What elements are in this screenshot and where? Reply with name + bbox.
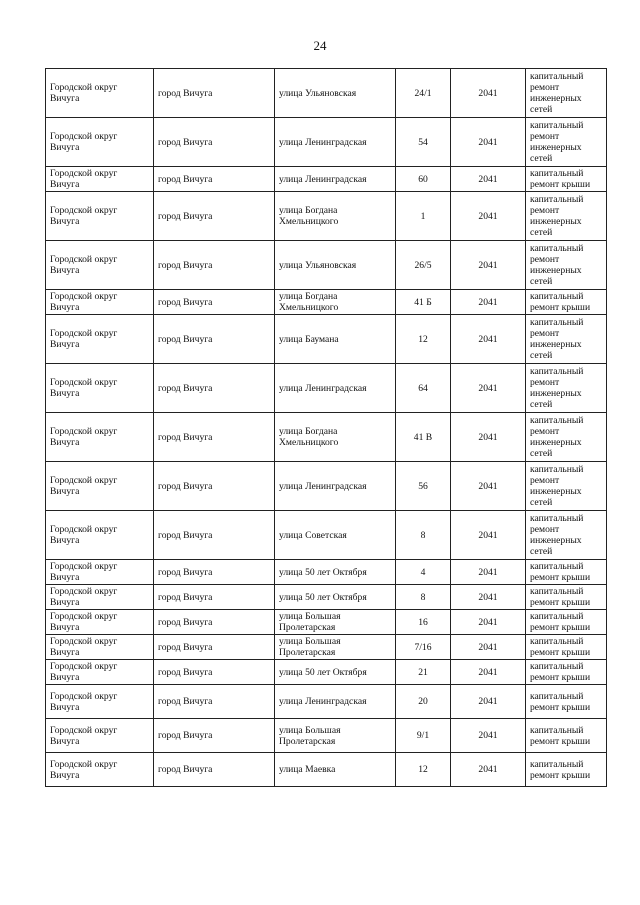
district-cell: Городской округ Вичуга bbox=[46, 413, 154, 462]
street-cell: улица Ульяновская bbox=[275, 69, 396, 118]
work-type-cell: капитальный ремонт инженерных сетей bbox=[526, 462, 607, 511]
district-cell: Городской округ Вичуга bbox=[46, 511, 154, 560]
work-type-cell: капитальный ремонт крыши bbox=[526, 560, 607, 585]
district-cell: Городской округ Вичуга bbox=[46, 753, 154, 787]
table-row bbox=[46, 290, 607, 315]
year-cell: 2041 bbox=[451, 685, 526, 719]
district-cell: Городской округ Вичуга bbox=[46, 660, 154, 685]
house-number-cell: 41 Б bbox=[396, 290, 451, 315]
house-number-cell: 41 В bbox=[396, 413, 451, 462]
street-cell: улица Ульяновская bbox=[275, 241, 396, 290]
district-cell: Городской округ Вичуга bbox=[46, 685, 154, 719]
street-cell: улица Ленинградская bbox=[275, 364, 396, 413]
year-cell: 2041 bbox=[451, 511, 526, 560]
street-cell: улица Богдана Хмельницкого bbox=[275, 413, 396, 462]
year-cell: 2041 bbox=[451, 660, 526, 685]
street-cell: улица Ленинградская bbox=[275, 462, 396, 511]
district-cell: Городской округ Вичуга bbox=[46, 635, 154, 660]
work-type-cell: капитальный ремонт крыши bbox=[526, 167, 607, 192]
table-row bbox=[46, 585, 607, 610]
table-row bbox=[46, 118, 607, 167]
city-cell: город Вичуга bbox=[154, 511, 275, 560]
year-cell: 2041 bbox=[451, 462, 526, 511]
city-cell: город Вичуга bbox=[154, 241, 275, 290]
table-row bbox=[46, 511, 607, 560]
city-cell: город Вичуга bbox=[154, 364, 275, 413]
house-number-cell: 16 bbox=[396, 610, 451, 635]
year-cell: 2041 bbox=[451, 241, 526, 290]
work-type-cell: капитальный ремонт инженерных сетей bbox=[526, 364, 607, 413]
table-row bbox=[46, 685, 607, 719]
year-cell: 2041 bbox=[451, 753, 526, 787]
year-cell: 2041 bbox=[451, 69, 526, 118]
house-number-cell: 54 bbox=[396, 118, 451, 167]
street-cell: улица Богдана Хмельницкого bbox=[275, 290, 396, 315]
year-cell: 2041 bbox=[451, 560, 526, 585]
table-row bbox=[46, 192, 607, 241]
work-type-cell: капитальный ремонт крыши bbox=[526, 610, 607, 635]
table-row bbox=[46, 660, 607, 685]
year-cell: 2041 bbox=[451, 118, 526, 167]
table-row bbox=[46, 167, 607, 192]
city-cell: город Вичуга bbox=[154, 413, 275, 462]
work-type-cell: капитальный ремонт инженерных сетей bbox=[526, 241, 607, 290]
city-cell: город Вичуга bbox=[154, 585, 275, 610]
street-cell: улица Ленинградская bbox=[275, 685, 396, 719]
repair-register-table bbox=[45, 68, 607, 787]
house-number-cell: 26/5 bbox=[396, 241, 451, 290]
city-cell: город Вичуга bbox=[154, 719, 275, 753]
house-number-cell: 7/16 bbox=[396, 635, 451, 660]
street-cell: улица Баумана bbox=[275, 315, 396, 364]
house-number-cell: 9/1 bbox=[396, 719, 451, 753]
street-cell: улица Богдана Хмельницкого bbox=[275, 192, 396, 241]
district-cell: Городской округ Вичуга bbox=[46, 290, 154, 315]
year-cell: 2041 bbox=[451, 290, 526, 315]
work-type-cell: капитальный ремонт крыши bbox=[526, 685, 607, 719]
city-cell: город Вичуга bbox=[154, 635, 275, 660]
year-cell: 2041 bbox=[451, 364, 526, 413]
street-cell: улица Советская bbox=[275, 511, 396, 560]
table-row bbox=[46, 241, 607, 290]
table-row bbox=[46, 315, 607, 364]
house-number-cell: 56 bbox=[396, 462, 451, 511]
city-cell: город Вичуга bbox=[154, 69, 275, 118]
work-type-cell: капитальный ремонт крыши bbox=[526, 719, 607, 753]
street-cell: улица Большая Пролетарская bbox=[275, 635, 396, 660]
district-cell: Городской округ Вичуга bbox=[46, 610, 154, 635]
district-cell: Городской округ Вичуга bbox=[46, 315, 154, 364]
table-row bbox=[46, 753, 607, 787]
city-cell: город Вичуга bbox=[154, 753, 275, 787]
table-row bbox=[46, 364, 607, 413]
table-row bbox=[46, 413, 607, 462]
district-cell: Городской округ Вичуга bbox=[46, 364, 154, 413]
house-number-cell: 8 bbox=[396, 585, 451, 610]
work-type-cell: капитальный ремонт инженерных сетей bbox=[526, 192, 607, 241]
district-cell: Городской округ Вичуга bbox=[46, 118, 154, 167]
street-cell: улица Большая Пролетарская bbox=[275, 610, 396, 635]
district-cell: Городской округ Вичуга bbox=[46, 719, 154, 753]
district-cell: Городской округ Вичуга bbox=[46, 192, 154, 241]
house-number-cell: 60 bbox=[396, 167, 451, 192]
page-number: 24 bbox=[313, 38, 327, 53]
house-number-cell: 12 bbox=[396, 753, 451, 787]
house-number-cell: 24/1 bbox=[396, 69, 451, 118]
work-type-cell: капитальный ремонт крыши bbox=[526, 585, 607, 610]
city-cell: город Вичуга bbox=[154, 118, 275, 167]
table-row bbox=[46, 610, 607, 635]
city-cell: город Вичуга bbox=[154, 610, 275, 635]
house-number-cell: 64 bbox=[396, 364, 451, 413]
city-cell: город Вичуга bbox=[154, 462, 275, 511]
work-type-cell: капитальный ремонт крыши bbox=[526, 660, 607, 685]
street-cell: улица 50 лет Октября bbox=[275, 585, 396, 610]
street-cell: улица Ленинградская bbox=[275, 118, 396, 167]
year-cell: 2041 bbox=[451, 585, 526, 610]
city-cell: город Вичуга bbox=[154, 290, 275, 315]
street-cell: улица Маевка bbox=[275, 753, 396, 787]
district-cell: Городской округ Вичуга bbox=[46, 167, 154, 192]
work-type-cell: капитальный ремонт инженерных сетей bbox=[526, 118, 607, 167]
table-row bbox=[46, 719, 607, 753]
city-cell: город Вичуга bbox=[154, 167, 275, 192]
city-cell: город Вичуга bbox=[154, 560, 275, 585]
year-cell: 2041 bbox=[451, 192, 526, 241]
work-type-cell: капитальный ремонт инженерных сетей bbox=[526, 511, 607, 560]
work-type-cell: капитальный ремонт крыши bbox=[526, 290, 607, 315]
city-cell: город Вичуга bbox=[154, 192, 275, 241]
house-number-cell: 1 bbox=[396, 192, 451, 241]
house-number-cell: 21 bbox=[396, 660, 451, 685]
house-number-cell: 8 bbox=[396, 511, 451, 560]
work-type-cell: капитальный ремонт крыши bbox=[526, 753, 607, 787]
work-type-cell: капитальный ремонт инженерных сетей bbox=[526, 69, 607, 118]
year-cell: 2041 bbox=[451, 413, 526, 462]
table-row bbox=[46, 462, 607, 511]
year-cell: 2041 bbox=[451, 610, 526, 635]
table-row bbox=[46, 560, 607, 585]
city-cell: город Вичуга bbox=[154, 315, 275, 364]
work-type-cell: капитальный ремонт инженерных сетей bbox=[526, 413, 607, 462]
city-cell: город Вичуга bbox=[154, 660, 275, 685]
district-cell: Городской округ Вичуга bbox=[46, 560, 154, 585]
work-type-cell: капитальный ремонт инженерных сетей bbox=[526, 315, 607, 364]
street-cell: улица Ленинградская bbox=[275, 167, 396, 192]
work-type-cell: капитальный ремонт крыши bbox=[526, 635, 607, 660]
city-cell: город Вичуга bbox=[154, 685, 275, 719]
street-cell: улица Большая Пролетарская bbox=[275, 719, 396, 753]
street-cell: улица 50 лет Октября bbox=[275, 660, 396, 685]
table-row bbox=[46, 69, 607, 118]
district-cell: Городской округ Вичуга bbox=[46, 241, 154, 290]
house-number-cell: 4 bbox=[396, 560, 451, 585]
district-cell: Городской округ Вичуга bbox=[46, 585, 154, 610]
table-row bbox=[46, 635, 607, 660]
year-cell: 2041 bbox=[451, 315, 526, 364]
year-cell: 2041 bbox=[451, 719, 526, 753]
house-number-cell: 12 bbox=[396, 315, 451, 364]
year-cell: 2041 bbox=[451, 635, 526, 660]
year-cell: 2041 bbox=[451, 167, 526, 192]
street-cell: улица 50 лет Октября bbox=[275, 560, 396, 585]
house-number-cell: 20 bbox=[396, 685, 451, 719]
district-cell: Городской округ Вичуга bbox=[46, 462, 154, 511]
district-cell: Городской округ Вичуга bbox=[46, 69, 154, 118]
